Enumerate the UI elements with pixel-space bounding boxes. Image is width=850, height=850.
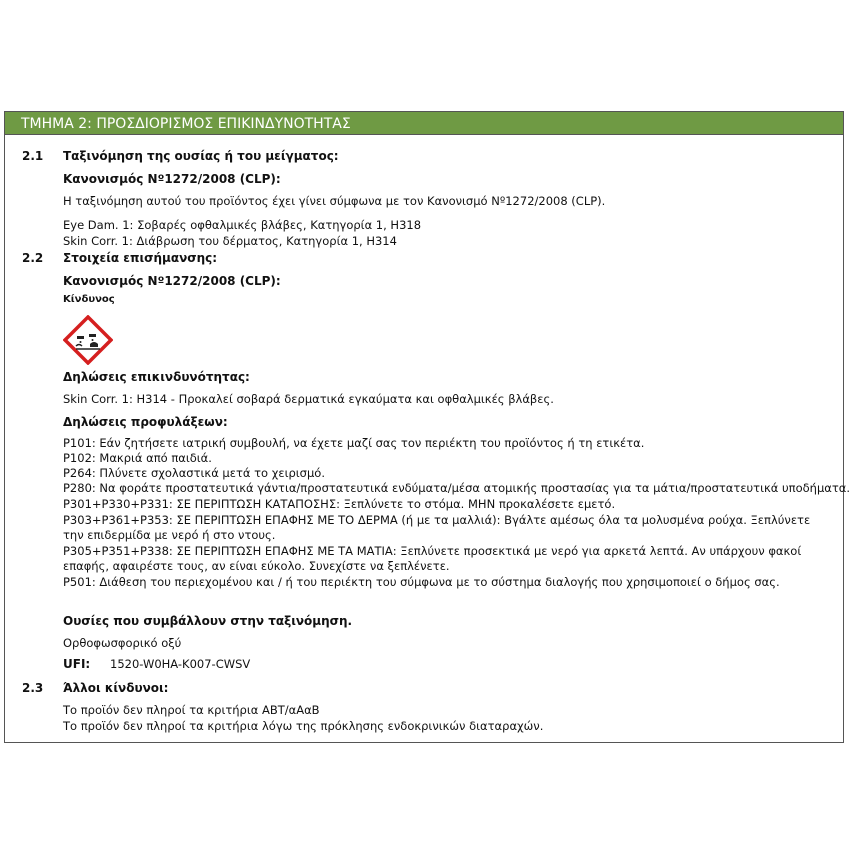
hazard-statements-title: Δηλώσεις επικινδυνότητας: (63, 370, 250, 384)
classification-eye-dam: Eye Dam. 1: Σοβαρές οφθαλμικές βλάβες, Κατηγορία 1, H318 (63, 218, 422, 232)
precaution-p102: P102: Μακριά από παιδιά. (63, 451, 212, 465)
section-header: ΤΜΗΜΑ 2: ΠΡΟΣΔΙΟΡΙΣΜΟΣ ΕΠΙΚΙΝΔΥΝΟΤΗΤΑΣ (4, 111, 844, 135)
precaution-p280: P280: Να φοράτε προστατευτικά γάντια/προστατευτικά ενδύματα/μέσα ατομικής προστασίας για τα μάτια/προστατευτικά υποδήματα. (63, 481, 850, 495)
hazard-statement-h314: Skin Corr. 1: H314 - Προκαλεί σοβαρά δερματικά εγκαύματα και οφθαλμικές βλάβες. (63, 392, 554, 406)
precautionary-statements-title: Δηλώσεις προφυλάξεων: (63, 415, 228, 429)
precaution-p264: P264: Πλύνετε σχολαστικά μετά το χειρισμό. (63, 466, 325, 480)
other-hazard-pbt: Το προϊόν δεν πληροί τα κριτήρια ΑΒΤ/αΑαΒ (63, 703, 320, 717)
precaution-p501: P501: Διάθεση του περιεχομένου και / ή του περιέκτη του σύμφωνα με το σύστημα διαλογής που χρησιμοποιεί ο δήμος σας. (63, 575, 780, 589)
label-elements-title: Στοιχεία επισήμανσης: (63, 251, 218, 265)
signal-word: Κίνδυνος (63, 294, 115, 305)
ufi-label: UFI: (63, 657, 91, 671)
clp-regulation-heading: Κανονισμός Nº1272/2008 (CLP): (63, 172, 281, 186)
classification-text: Η ταξινόμηση αυτού του προϊόντος έχει γίνει σύμφωνα με τον Κανονισμό Nº1272/2008 (CLP). (63, 194, 606, 208)
classification-skin-corr: Skin Corr. 1: Διάβρωση του δέρματος, Κατηγορία 1, H314 (63, 234, 397, 248)
classification-title: Ταξινόμηση της ουσίας ή του μείγματος: (63, 149, 339, 163)
section-number-2-1: 2.1 (22, 149, 44, 163)
precaution-p305-line2: επαφής, αφαιρέστε τους, αν είναι εύκολο. Συνεχίστε να ξεπλένετε. (63, 559, 450, 573)
other-hazard-endocrine: Το προϊόν δεν πληροί τα κριτήρια λόγω της πρόκλησης ενδοκρινικών διαταραχών. (63, 719, 544, 733)
section-number-2-2: 2.2 (22, 251, 44, 265)
contributing-substances-title: Ουσίες που συμβάλλουν στην ταξινόμηση. (63, 614, 353, 628)
ufi-value: 1520-W0HA-K007-CWSV (110, 657, 251, 671)
contributing-substance: Ορθοφωσφορικό οξύ (63, 636, 182, 650)
precaution-p305-line1: P305+P351+P338: ΣΕ ΠΕΡΙΠΤΩΣΗ ΕΠΑΦΗΣ ΜΕ ΤΑ ΜΑΤΙΑ: Ξεπλύνετε προσεκτικά με νερό για αρκετά λεπτά. Αν υπάρχουν φακοί (63, 544, 802, 558)
precaution-p303-line1: P303+P361+P353: ΣΕ ΠΕΡΙΠΤΩΣΗ ΕΠΑΦΗΣ ΜΕ ΤΟ ΔΕΡΜΑ (ή με τα μαλλιά): Βγάλτε αμέσως όλα τα μολυσμένα ρούχα. Ξεπλύνετε (63, 513, 811, 527)
precaution-p101: P101: Εάν ζητήσετε ιατρική συμβουλή, να έχετε μαζί σας τον περιέκτη του προϊόντος ή τη ετικέτα. (63, 436, 645, 450)
corrosion-icon (63, 315, 113, 365)
precaution-p301: P301+P330+P331: ΣΕ ΠΕΡΙΠΤΩΣΗ ΚΑΤΑΠΟΣΗΣ: Ξεπλύνετε το στόμα. ΜΗΝ προκαλέσετε εμετό. (63, 497, 616, 511)
section-number-2-3: 2.3 (22, 681, 44, 695)
clp-regulation-heading-2: Κανονισμός Nº1272/2008 (CLP): (63, 274, 281, 288)
precaution-p303-line2: την επιδερμίδα με νερό ή στο ντους. (63, 528, 276, 542)
other-hazards-title: Άλλοι κίνδυνοι: (63, 681, 169, 695)
